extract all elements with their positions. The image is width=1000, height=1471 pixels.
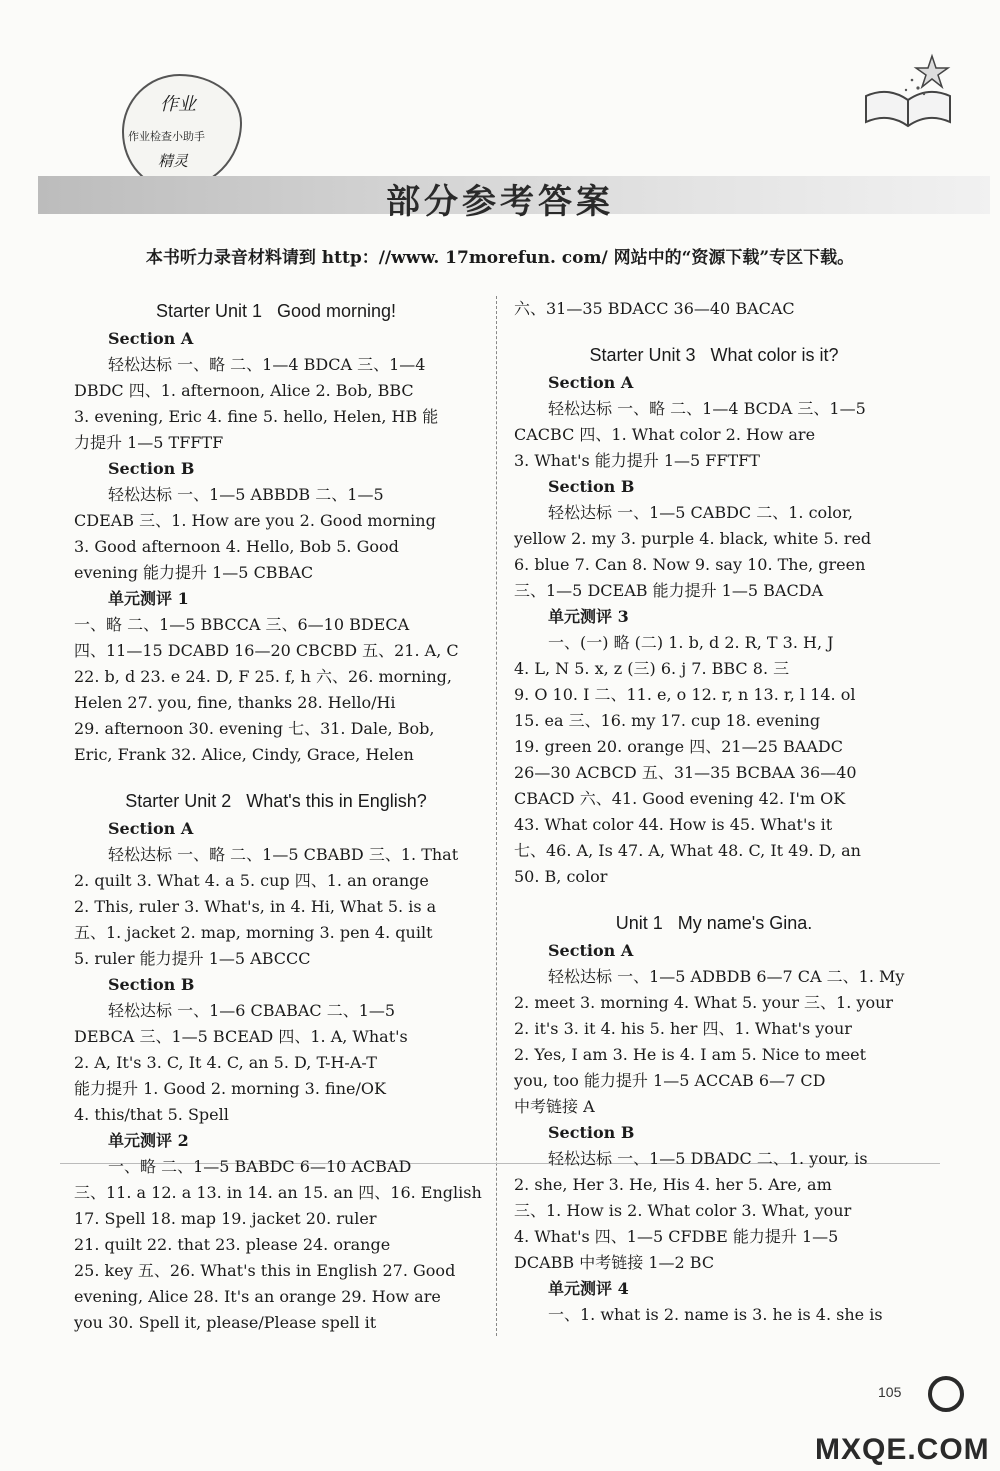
answer-line: 4. L, N 5. x, z (三) 6. j 7. BBC 8. 三 bbox=[514, 659, 790, 678]
answer-line: 轻松达标 一、1—5 DBADC 二、1. your, is bbox=[548, 1149, 868, 1168]
answer-line: 29. afternoon 30. evening 七、31. Dale, Bob, bbox=[74, 719, 435, 738]
watermark-circle-icon bbox=[928, 1376, 964, 1412]
answer-line: 一、略 二、1—5 BABDC 6—10 ACBAD bbox=[108, 1157, 412, 1176]
answer-line: Helen 27. you, fine, thanks 28. Hello/Hi bbox=[74, 693, 396, 712]
answer-line: evening, Alice 28. It's an orange 29. How are bbox=[74, 1287, 441, 1306]
left-column bbox=[74, 296, 482, 1336]
section-heading: Section B bbox=[108, 459, 195, 478]
answer-line: Eric, Frank 32. Alice, Cindy, Grace, Helen bbox=[74, 745, 414, 764]
logo-text-helper: 作业检查小助手 bbox=[128, 130, 205, 143]
section-heading: Section A bbox=[548, 941, 634, 960]
answer-line: 22. b, d 23. e 24. D, F 25. f, h 六、26. morning, bbox=[74, 667, 452, 686]
answer-line: CDEAB 三、1. How are you 2. Good morning bbox=[74, 511, 436, 530]
section-heading: Section B bbox=[548, 1123, 635, 1142]
answer-line: 一、略 二、1—5 BBCCA 三、6—10 BDECA bbox=[74, 615, 410, 634]
answer-line: 26—30 ACBCD 五、31—35 BCBAA 36—40 bbox=[514, 763, 857, 782]
answer-line: 2. A, It's 3. C, It 4. C, an 5. D, T-H-A-T bbox=[74, 1053, 377, 1072]
answer-line: 19. green 20. orange 四、21—25 BAADC bbox=[514, 737, 843, 756]
answer-line: 15. ea 三、16. my 17. cup 18. evening bbox=[514, 711, 821, 730]
section-heading: Section A bbox=[548, 373, 634, 392]
unit-test-heading: 单元测评 4 bbox=[548, 1279, 629, 1298]
answer-line: 3. What's 能力提升 1—5 FFTFT bbox=[514, 451, 760, 470]
answer-line: 力提升 1—5 TFFTF bbox=[74, 433, 224, 452]
answer-line: 一、(一) 略 (二) 1. b, d 2. R, T 3. H, J bbox=[548, 633, 834, 652]
answer-line: 五、1. jacket 2. map, morning 3. pen 4. quilt bbox=[74, 923, 433, 942]
section-heading: Section B bbox=[548, 477, 635, 496]
answer-line: yellow 2. my 3. purple 4. black, white 5. red bbox=[514, 529, 872, 548]
stamp-logo bbox=[122, 74, 242, 190]
answer-line: 43. What color 44. How is 45. What's it bbox=[514, 815, 833, 834]
answer-line: 4. this/that 5. Spell bbox=[74, 1105, 229, 1124]
section-heading: Section B bbox=[108, 975, 195, 994]
column-divider bbox=[496, 296, 497, 1336]
page-number: 105 bbox=[878, 1384, 902, 1400]
answer-line: 轻松达标 一、1—5 CABDC 二、1. color, bbox=[548, 503, 853, 522]
answer-line: 六、31—35 BDACC 36—40 BACAC bbox=[514, 299, 795, 318]
section-heading: Section A bbox=[108, 329, 194, 348]
answer-line: 七、46. A, Is 47. A, What 48. C, It 49. D, an bbox=[514, 841, 861, 860]
unit-test-heading: 单元测评 3 bbox=[548, 607, 629, 626]
answer-line: 2. quilt 3. What 4. a 5. cup 四、1. an orange bbox=[74, 871, 429, 890]
answer-line: you, too 能力提升 1—5 ACCAB 6—7 CD bbox=[514, 1071, 826, 1090]
answer-line: CBACD 六、41. Good evening 42. I'm OK bbox=[514, 789, 846, 808]
unit-test-heading: 单元测评 1 bbox=[108, 589, 189, 608]
answer-line: 25. key 五、26. What's this in English 27. Good bbox=[74, 1261, 456, 1280]
answer-line: 17. Spell 18. map 19. jacket 20. ruler bbox=[74, 1209, 377, 1228]
section-heading: Section A bbox=[108, 819, 194, 838]
answer-line: 2. meet 3. morning 4. What 5. your 三、1. your bbox=[514, 993, 894, 1012]
answer-line: 2. This, ruler 3. What's, in 4. Hi, What 5. is a bbox=[74, 897, 437, 916]
logo-text-zuoye: 作业 bbox=[160, 94, 196, 115]
answer-line: 2. it's 3. it 4. his 5. her 四、1. What's your bbox=[514, 1019, 852, 1038]
answer-line: 中考链接 A bbox=[514, 1097, 595, 1116]
answer-line: 轻松达标 一、略 二、1—4 BCDA 三、1—5 bbox=[548, 399, 866, 418]
answer-line: 轻松达标 一、1—5 ABBDB 二、1—5 bbox=[108, 485, 384, 504]
answer-line: evening 能力提升 1—5 CBBAC bbox=[74, 563, 314, 582]
answer-line: 2. Yes, I am 3. He is 4. I am 5. Nice to meet bbox=[514, 1045, 867, 1064]
answer-line: DBDC 四、1. afternoon, Alice 2. Bob, BBC bbox=[74, 381, 414, 400]
right-column bbox=[514, 296, 914, 1328]
watermark-text: MXQE.COM bbox=[815, 1433, 990, 1466]
download-notice: 本书听力录音材料请到 http：//www. 17morefun. com/ 网站中的“资源下载”专区下载。 bbox=[145, 248, 855, 268]
answer-line: 3. evening, Eric 4. fine 5. hello, Helen, HB 能 bbox=[74, 407, 439, 426]
answer-line: 三、1—5 DCEAB 能力提升 1—5 BACDA bbox=[514, 581, 824, 600]
page-title: 部分参考答案 bbox=[386, 182, 614, 222]
answer-line: DEBCA 三、1—5 BCEAD 四、1. A, What's bbox=[74, 1027, 408, 1046]
answer-line: 能力提升 1. Good 2. morning 3. fine/OK bbox=[74, 1079, 386, 1098]
unit-title: Starter Unit 3 What color is it? bbox=[589, 345, 839, 365]
answer-line: 3. Good afternoon 4. Hello, Bob 5. Good bbox=[74, 537, 399, 556]
answer-line: 2. she, Her 3. He, His 4. her 5. Are, am bbox=[514, 1175, 832, 1194]
open-book-icon bbox=[858, 50, 958, 130]
answer-line: 三、11. a 12. a 13. in 14. an 15. an 四、16. English bbox=[74, 1183, 482, 1202]
unit-title: Starter Unit 2 What's this in English? bbox=[125, 791, 427, 811]
answer-line: 四、11—15 DCABD 16—20 CBCBD 五、21. A, C bbox=[74, 641, 459, 660]
answer-line: 轻松达标 一、略 二、1—4 BDCA 三、1—4 bbox=[108, 355, 426, 374]
answer-line: 轻松达标 一、1—5 ADBDB 6—7 CA 二、1. My bbox=[548, 967, 905, 986]
logo-text-jingling: 精灵 bbox=[158, 152, 189, 170]
answer-line: 50. B, color bbox=[514, 867, 608, 886]
answer-line: DCABB 中考链接 1—2 BC bbox=[514, 1253, 715, 1272]
answer-line: 轻松达标 一、略 二、1—5 CBABD 三、1. That bbox=[108, 845, 459, 864]
answer-line: 三、1. How is 2. What color 3. What, your bbox=[514, 1201, 852, 1220]
answer-line: 9. O 10. I 二、11. e, o 12. r, n 13. r, l 14. ol bbox=[514, 685, 856, 704]
answer-line: 一、1. what is 2. name is 3. he is 4. she is bbox=[548, 1305, 883, 1324]
unit-test-heading: 单元测评 2 bbox=[108, 1131, 189, 1150]
answer-line: 5. ruler 能力提升 1—5 ABCCC bbox=[74, 949, 311, 968]
answer-line: you 30. Spell it, please/Please spell it bbox=[74, 1313, 377, 1332]
answer-line: 6. blue 7. Can 8. Now 9. say 10. The, green bbox=[514, 555, 866, 574]
unit-title: Unit 1 My name's Gina. bbox=[615, 913, 813, 933]
answer-line: 轻松达标 一、1—6 CBABAC 二、1—5 bbox=[108, 1001, 396, 1020]
answer-line: 21. quilt 22. that 23. please 24. orange bbox=[74, 1235, 391, 1254]
answer-line: 4. What's 四、1—5 CFDBE 能力提升 1—5 bbox=[514, 1227, 839, 1246]
answer-line: CACBC 四、1. What color 2. How are bbox=[514, 425, 816, 444]
unit-title: Starter Unit 1 Good morning! bbox=[155, 301, 397, 321]
